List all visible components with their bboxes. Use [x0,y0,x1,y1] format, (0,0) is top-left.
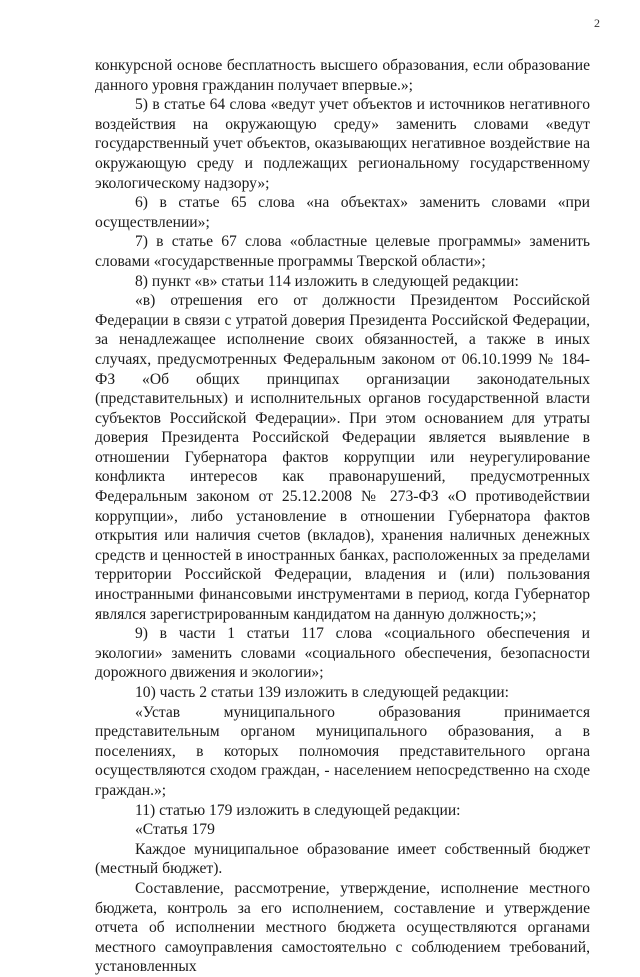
paragraph-item-10: 10) часть 2 статьи 139 изложить в следующей редакции: [135,684,509,701]
paragraph-article-179-part-1: Каждое муниципальное образование имеет собственный бюджет (местный бюджет). [95,840,590,878]
paragraph-continuation: конкурсной основе бесплатность высшего образования, если образование данного уровня гражданин получает впервые.»; [95,57,590,94]
paragraph-article-179-part-2: Составление, рассмотрение, утверждение, исполнение местного бюджета, контроль за его исполнением, составление и утверждение отчета об исполнении местного бюджета осуществляются органами местного самоуправления самостоятельно с соблюдением требований, установленных [95,879,590,976]
paragraph-item-5: 5) в статье 64 слова «ведут учет объектов и источников негативного воздействия на окружающую среду» заменить словами «ведут государственный учет объектов, оказывающих негативное воздействие на окружающую среду и подлежащих региональному государственному экологическому надзору»; [95,96,590,192]
paragraph-quote-article-139: «Устав муниципального образования принимается представительным органом муниципального образования, а в поселениях, в которых полномочия представительного органа осуществляются сходом граждан, - населением непосредственно на сходе граждан.»; [95,703,590,799]
document-body [95,56,590,977]
paragraph-item-8: 8) пункт «в» статьи 114 изложить в следующей редакции: [135,272,519,290]
paragraph-item-7: 7) в статье 67 слова «областные целевые программы» заменить словами «государственные программы Тверской области»; [95,233,590,270]
paragraph-item-6: 6) в статье 65 слова «на объектах» заменить словами «при осуществлении»; [95,194,590,231]
paragraph-item-9: 9) в части 1 статьи 117 слова «социального обеспечения и экологии» заменить словами «социального обеспечения, безопасности дорожного движения и экологии»; [95,625,590,682]
paragraph-quote-article-114: «в) отрешения его от должности Президентом Российской Федерации в связи с утратой доверия Президента Российской Федерации, за ненадлежащее исполнение своих обязанностей, а также в иных случаях, предусмотренных Федеральным законом от 06.10.1999 № 184-ФЗ «Об общих принципах организации законодательных (представительных) и исполнительных органов государственной власти субъектов Российской Федерации». При этом основанием для утраты доверия Президента Российской Федерации является выявление в отношении Губернатора фактов коррупции или неурегулирование конфликта интересов как правонарушений, предусмотренных Федеральным законом от 25.12.2008 № 273-ФЗ «О противодействии коррупции», либо установление в отношении Губернатора фактов открытия или наличия счетов (вкладов), хранения наличных денежных средств и ценностей в иностранных банках, расположенных за пределами территории Российской Федерации, владения и (или) пользования иностранными финансовыми инструментами в период, когда Губернатор являлся зарегистрированным кандидатом на данную должность;»; [95,292,590,623]
page-number: 2 [594,16,600,30]
article-179-heading: «Статья 179 [135,821,215,839]
paragraph-item-11: 11) статью 179 изложить в следующей редакции: [135,801,461,819]
